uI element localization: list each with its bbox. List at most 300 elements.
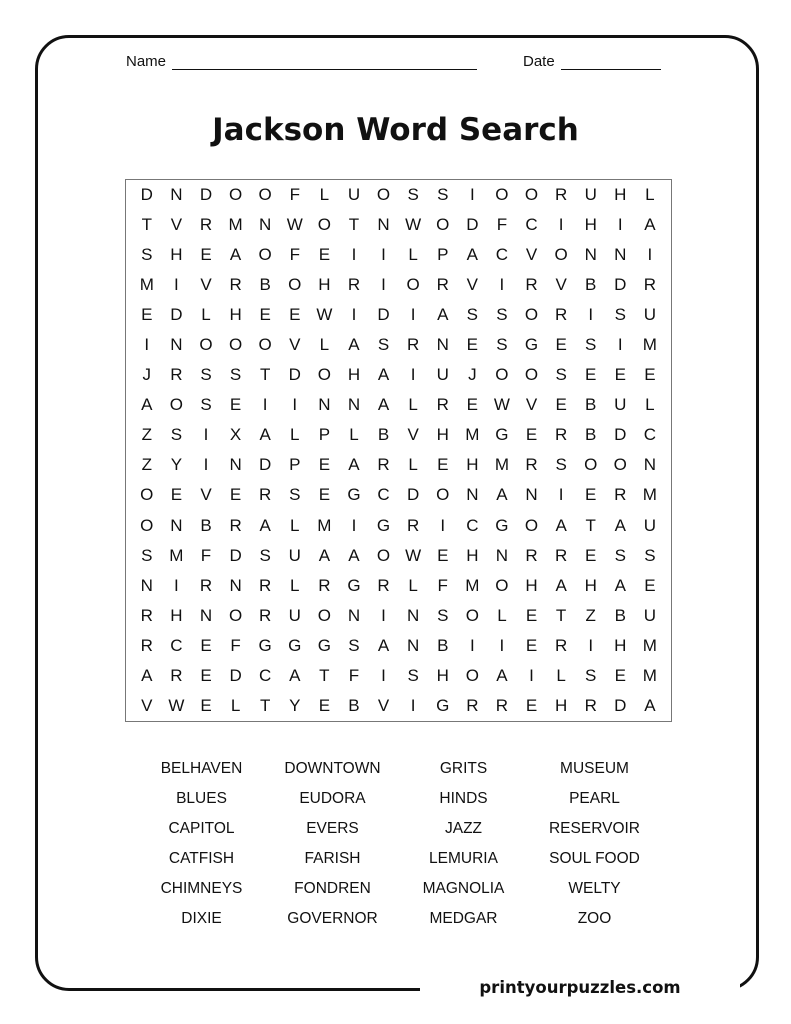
grid-letter[interactable]: T <box>555 605 567 625</box>
grid-letter[interactable]: A <box>141 665 153 685</box>
grid-letter[interactable]: O <box>317 605 331 625</box>
grid-letter[interactable]: E <box>437 455 449 475</box>
grid-letter[interactable]: I <box>499 635 505 655</box>
grid-letter[interactable]: E <box>318 485 331 505</box>
grid-letter[interactable]: C <box>643 425 657 445</box>
grid-letter[interactable]: R <box>259 575 272 595</box>
grid-letter[interactable]: E <box>318 695 331 715</box>
grid-letter[interactable]: O <box>524 185 539 205</box>
grid-letter[interactable]: H <box>347 365 361 385</box>
name-line[interactable] <box>172 55 477 70</box>
grid-letter[interactable]: A <box>318 545 331 565</box>
grid-letter[interactable]: H <box>170 245 183 265</box>
grid-letter[interactable]: N <box>347 395 361 415</box>
grid-letter[interactable]: O <box>495 185 509 205</box>
grid-letter[interactable]: V <box>555 275 567 295</box>
grid-letter[interactable]: Y <box>289 695 301 715</box>
grid-letter[interactable]: E <box>555 335 567 355</box>
grid-letter[interactable]: U <box>288 605 301 625</box>
grid-letter[interactable]: C <box>466 515 479 535</box>
grid-letter[interactable]: F <box>289 245 300 265</box>
grid-letter[interactable]: G <box>288 635 302 655</box>
grid-letter[interactable]: E <box>585 485 597 505</box>
grid-letter[interactable]: R <box>525 545 538 565</box>
grid-letter[interactable]: I <box>381 605 386 625</box>
grid-letter[interactable]: C <box>377 485 390 505</box>
grid-letter[interactable]: R <box>554 305 568 325</box>
grid-letter[interactable]: O <box>228 605 243 625</box>
grid-letter[interactable]: U <box>643 515 657 535</box>
grid-letter[interactable]: N <box>614 245 627 265</box>
grid-letter[interactable]: B <box>614 605 626 625</box>
grid-letter[interactable]: N <box>643 455 657 475</box>
grid-letter[interactable]: R <box>259 605 272 625</box>
grid-letter[interactable]: R <box>318 575 331 595</box>
grid-letter[interactable]: I <box>410 305 416 325</box>
grid-letter[interactable]: Z <box>141 455 152 475</box>
grid-letter[interactable]: D <box>614 695 627 715</box>
grid-letter[interactable]: J <box>468 365 477 385</box>
grid-letter[interactable]: E <box>555 395 567 415</box>
grid-letter[interactable]: I <box>617 215 623 235</box>
grid-letter[interactable]: E <box>318 455 331 475</box>
grid-letter[interactable]: R <box>436 395 449 415</box>
grid-letter[interactable]: H <box>525 575 538 595</box>
grid-letter[interactable]: S <box>496 335 508 355</box>
grid-letter[interactable]: S <box>644 545 656 565</box>
grid-letter[interactable]: X <box>229 425 242 445</box>
grid-letter[interactable]: E <box>289 305 301 325</box>
grid-letter[interactable]: I <box>351 515 357 535</box>
grid-letter[interactable]: I <box>203 425 209 445</box>
grid-letter[interactable]: W <box>405 215 422 235</box>
grid-letter[interactable]: R <box>199 215 213 235</box>
grid-letter[interactable]: O <box>495 575 509 595</box>
grid-letter[interactable]: D <box>466 215 479 235</box>
grid-letter[interactable]: R <box>554 425 568 445</box>
grid-letter[interactable]: O <box>436 485 450 505</box>
grid-letter[interactable]: D <box>199 185 213 205</box>
grid-letter[interactable]: G <box>495 515 509 535</box>
grid-letter[interactable]: E <box>200 245 212 265</box>
grid-letter[interactable]: O <box>495 365 509 385</box>
grid-letter[interactable]: I <box>469 635 475 655</box>
grid-letter[interactable]: E <box>466 335 478 355</box>
grid-letter[interactable]: M <box>642 665 657 685</box>
grid-letter[interactable]: R <box>525 455 538 475</box>
grid-letter[interactable]: M <box>494 455 509 475</box>
grid-letter[interactable]: O <box>613 455 627 475</box>
grid-letter[interactable]: N <box>199 605 213 625</box>
grid-letter[interactable]: S <box>200 395 212 415</box>
grid-letter[interactable]: O <box>376 185 391 205</box>
grid-letter[interactable]: O <box>228 185 243 205</box>
grid-letter[interactable]: L <box>408 575 418 595</box>
grid-letter[interactable]: A <box>259 515 271 535</box>
grid-letter[interactable]: N <box>407 635 420 655</box>
grid-letter[interactable]: D <box>288 365 301 385</box>
grid-letter[interactable]: M <box>169 545 184 565</box>
grid-letter[interactable]: A <box>614 575 626 595</box>
grid-letter[interactable]: I <box>381 665 386 685</box>
grid-letter[interactable]: I <box>144 335 150 355</box>
grid-letter[interactable]: V <box>200 485 212 505</box>
grid-letter[interactable]: S <box>555 455 567 475</box>
grid-letter[interactable]: S <box>614 545 626 565</box>
grid-letter[interactable]: G <box>347 485 361 505</box>
grid-letter[interactable]: A <box>644 695 656 715</box>
grid-letter[interactable]: U <box>436 365 449 385</box>
grid-letter[interactable]: T <box>585 515 596 535</box>
grid-letter[interactable]: W <box>168 695 185 715</box>
grid-letter[interactable]: A <box>289 665 301 685</box>
grid-letter[interactable]: O <box>465 665 479 685</box>
grid-letter[interactable]: A <box>377 365 390 385</box>
grid-letter[interactable]: V <box>141 695 153 715</box>
grid-letter[interactable]: N <box>436 335 449 355</box>
grid-letter[interactable]: F <box>230 635 241 655</box>
grid-letter[interactable]: I <box>351 305 357 325</box>
grid-letter[interactable]: U <box>643 605 657 625</box>
grid-letter[interactable]: G <box>524 335 539 355</box>
grid-letter[interactable]: N <box>466 485 479 505</box>
grid-letter[interactable]: V <box>407 425 419 445</box>
grid-letter[interactable]: H <box>614 635 627 655</box>
grid-letter[interactable]: F <box>437 575 448 595</box>
grid-letter[interactable]: R <box>554 635 568 655</box>
grid-letter[interactable]: B <box>200 515 212 535</box>
grid-letter[interactable]: R <box>347 275 361 295</box>
grid-letter[interactable]: U <box>347 185 361 205</box>
grid-letter[interactable]: A <box>348 455 360 475</box>
grid-letter[interactable]: R <box>140 605 153 625</box>
grid-letter[interactable]: E <box>229 485 242 505</box>
grid-letter[interactable]: B <box>585 395 597 415</box>
grid-letter[interactable]: A <box>466 245 478 265</box>
grid-letter[interactable]: T <box>259 695 271 715</box>
grid-letter[interactable]: E <box>466 395 478 415</box>
grid-letter[interactable]: S <box>585 335 597 355</box>
grid-letter[interactable]: N <box>377 215 390 235</box>
grid-letter[interactable]: O <box>258 185 272 205</box>
grid-letter[interactable]: O <box>288 275 302 295</box>
grid-letter[interactable]: L <box>408 245 418 265</box>
grid-letter[interactable]: O <box>140 515 154 535</box>
grid-letter[interactable]: I <box>558 215 564 235</box>
grid-letter[interactable]: V <box>525 245 538 265</box>
grid-letter[interactable]: R <box>554 185 568 205</box>
grid-letter[interactable]: S <box>614 305 626 325</box>
grid-letter[interactable]: L <box>645 185 655 205</box>
grid-letter[interactable]: E <box>644 365 656 385</box>
grid-letter[interactable]: E <box>614 665 626 685</box>
grid-letter[interactable]: O <box>554 245 568 265</box>
grid-letter[interactable]: U <box>643 305 657 325</box>
grid-letter[interactable]: W <box>493 395 510 415</box>
grid-letter[interactable]: A <box>644 215 656 235</box>
grid-letter[interactable]: B <box>585 425 597 445</box>
grid-letter[interactable]: S <box>229 365 242 385</box>
grid-letter[interactable]: G <box>258 635 272 655</box>
grid-letter[interactable]: N <box>495 545 509 565</box>
grid-letter[interactable]: S <box>496 305 508 325</box>
grid-letter[interactable]: H <box>170 605 183 625</box>
grid-letter[interactable]: L <box>319 185 330 205</box>
grid-letter[interactable]: V <box>200 275 212 295</box>
grid-letter[interactable]: R <box>377 455 390 475</box>
grid-letter[interactable]: I <box>469 185 475 205</box>
grid-letter[interactable]: M <box>465 425 480 445</box>
grid-letter[interactable]: G <box>495 425 509 445</box>
grid-letter[interactable]: V <box>466 275 478 295</box>
grid-letter[interactable]: S <box>555 365 567 385</box>
grid-letter[interactable]: D <box>170 305 183 325</box>
grid-letter[interactable]: A <box>437 305 449 325</box>
grid-letter[interactable]: O <box>317 215 331 235</box>
grid-letter[interactable]: P <box>289 455 301 475</box>
grid-letter[interactable]: H <box>466 545 479 565</box>
grid-letter[interactable]: O <box>140 485 154 505</box>
grid-letter[interactable]: R <box>199 575 213 595</box>
grid-letter[interactable]: S <box>141 545 153 565</box>
grid-letter[interactable]: E <box>200 665 212 685</box>
grid-letter[interactable]: U <box>614 395 627 415</box>
grid-letter[interactable]: L <box>408 455 418 475</box>
grid-letter[interactable]: O <box>169 395 183 415</box>
grid-letter[interactable]: E <box>525 695 538 715</box>
grid-letter[interactable]: E <box>644 575 656 595</box>
grid-letter[interactable]: R <box>229 515 242 535</box>
grid-letter[interactable]: R <box>495 695 509 715</box>
grid-letter[interactable]: L <box>290 575 300 595</box>
grid-letter[interactable]: H <box>614 185 627 205</box>
grid-letter[interactable]: U <box>288 545 301 565</box>
grid-letter[interactable]: M <box>317 515 332 535</box>
grid-letter[interactable]: I <box>440 515 446 535</box>
grid-letter[interactable]: F <box>200 545 212 565</box>
grid-letter[interactable]: S <box>348 635 360 655</box>
grid-letter[interactable]: A <box>348 545 360 565</box>
grid-letter[interactable]: A <box>348 335 360 355</box>
grid-letter[interactable]: O <box>406 275 420 295</box>
grid-letter[interactable]: R <box>140 635 153 655</box>
grid-letter[interactable]: I <box>351 245 357 265</box>
grid-letter[interactable]: A <box>496 665 508 685</box>
grid-letter[interactable]: D <box>259 455 272 475</box>
grid-letter[interactable]: F <box>348 665 360 685</box>
grid-letter[interactable]: I <box>588 305 594 325</box>
grid-letter[interactable]: S <box>585 665 597 685</box>
grid-letter[interactable]: O <box>258 335 272 355</box>
grid-letter[interactable]: O <box>199 335 213 355</box>
grid-letter[interactable]: O <box>228 335 243 355</box>
grid-letter[interactable]: I <box>647 245 653 265</box>
grid-letter[interactable]: N <box>229 455 242 475</box>
grid-letter[interactable]: A <box>496 485 508 505</box>
grid-letter[interactable]: C <box>259 665 272 685</box>
grid-letter[interactable]: G <box>317 635 331 655</box>
grid-letter[interactable]: H <box>318 275 331 295</box>
grid-letter[interactable]: C <box>495 245 509 265</box>
grid-letter[interactable]: D <box>614 425 627 445</box>
grid-letter[interactable]: H <box>229 305 242 325</box>
grid-letter[interactable]: O <box>317 365 331 385</box>
grid-letter[interactable]: R <box>554 545 568 565</box>
grid-letter[interactable]: O <box>584 455 598 475</box>
grid-letter[interactable]: N <box>525 485 538 505</box>
grid-letter[interactable]: C <box>170 635 183 655</box>
grid-letter[interactable]: D <box>140 185 153 205</box>
grid-letter[interactable]: E <box>200 695 212 715</box>
grid-letter[interactable]: E <box>200 635 212 655</box>
grid-letter[interactable]: N <box>584 245 597 265</box>
grid-letter[interactable]: R <box>643 275 657 295</box>
grid-letter[interactable]: A <box>259 425 271 445</box>
grid-letter[interactable]: Z <box>141 425 152 445</box>
grid-letter[interactable]: M <box>642 485 657 505</box>
grid-letter[interactable]: T <box>259 365 271 385</box>
grid-letter[interactable]: L <box>349 425 359 445</box>
grid-letter[interactable]: M <box>465 575 480 595</box>
grid-letter[interactable]: H <box>436 665 449 685</box>
grid-letter[interactable]: W <box>316 305 333 325</box>
grid-letter[interactable]: B <box>585 275 597 295</box>
grid-letter[interactable]: R <box>170 665 183 685</box>
grid-letter[interactable]: E <box>318 245 331 265</box>
grid-letter[interactable]: W <box>405 545 422 565</box>
grid-letter[interactable]: P <box>318 425 331 445</box>
grid-letter[interactable]: L <box>497 605 507 625</box>
grid-letter[interactable]: Z <box>585 605 596 625</box>
grid-letter[interactable]: D <box>407 485 420 505</box>
grid-letter[interactable]: L <box>408 395 418 415</box>
grid-letter[interactable]: I <box>529 665 534 685</box>
grid-letter[interactable]: T <box>319 665 330 685</box>
grid-letter[interactable]: G <box>436 695 450 715</box>
grid-letter[interactable]: A <box>141 395 153 415</box>
grid-letter[interactable]: L <box>290 425 300 445</box>
grid-letter[interactable]: O <box>524 365 539 385</box>
grid-letter[interactable]: O <box>258 245 272 265</box>
grid-letter[interactable]: N <box>318 395 331 415</box>
grid-letter[interactable]: A <box>229 245 242 265</box>
grid-letter[interactable]: J <box>142 365 152 385</box>
grid-letter[interactable]: L <box>201 305 211 325</box>
grid-letter[interactable]: I <box>499 275 505 295</box>
grid-letter[interactable]: S <box>200 365 212 385</box>
grid-letter[interactable]: R <box>525 275 538 295</box>
grid-letter[interactable]: H <box>466 455 479 475</box>
grid-letter[interactable]: E <box>585 545 597 565</box>
grid-letter[interactable]: S <box>377 335 390 355</box>
grid-letter[interactable]: E <box>141 305 153 325</box>
grid-letter[interactable]: I <box>588 635 594 655</box>
grid-letter[interactable]: I <box>617 335 623 355</box>
grid-letter[interactable]: S <box>466 305 478 325</box>
grid-letter[interactable]: E <box>525 635 538 655</box>
grid-letter[interactable]: L <box>230 695 241 715</box>
grid-letter[interactable]: V <box>525 395 538 415</box>
grid-letter[interactable]: I <box>381 275 386 295</box>
grid-letter[interactable]: E <box>585 365 597 385</box>
grid-letter[interactable]: D <box>229 545 242 565</box>
grid-letter[interactable]: M <box>642 635 657 655</box>
grid-letter[interactable]: R <box>377 575 390 595</box>
grid-letter[interactable]: Y <box>170 455 183 475</box>
grid-letter[interactable]: R <box>229 275 242 295</box>
grid-letter[interactable]: A <box>377 635 390 655</box>
grid-letter[interactable]: I <box>410 365 416 385</box>
grid-letter[interactable]: S <box>407 185 419 205</box>
date-field[interactable] <box>523 53 661 70</box>
grid-letter[interactable]: W <box>286 215 303 235</box>
grid-letter[interactable]: R <box>584 695 597 715</box>
grid-letter[interactable]: B <box>259 275 271 295</box>
grid-letter[interactable]: N <box>229 575 242 595</box>
grid-letter[interactable]: N <box>170 185 183 205</box>
grid-letter[interactable]: I <box>381 245 386 265</box>
grid-letter[interactable]: S <box>259 545 271 565</box>
grid-letter[interactable]: D <box>229 665 242 685</box>
grid-letter[interactable]: P <box>437 245 449 265</box>
grid-letter[interactable]: H <box>584 575 597 595</box>
grid-letter[interactable]: S <box>407 665 419 685</box>
grid-letter[interactable]: F <box>496 215 508 235</box>
grid-letter[interactable]: E <box>437 545 449 565</box>
grid-letter[interactable]: R <box>436 275 449 295</box>
grid-letter[interactable]: N <box>170 515 183 535</box>
grid-letter[interactable]: M <box>642 335 657 355</box>
grid-letter[interactable]: G <box>347 575 361 595</box>
grid-letter[interactable]: E <box>229 395 242 415</box>
grid-letter[interactable]: N <box>407 605 420 625</box>
grid-letter[interactable]: H <box>554 695 568 715</box>
grid-letter[interactable]: R <box>170 365 183 385</box>
grid-letter[interactable]: E <box>525 425 538 445</box>
grid-letter[interactable]: D <box>614 275 627 295</box>
grid-letter[interactable]: S <box>170 425 183 445</box>
grid-letter[interactable]: A <box>555 575 567 595</box>
grid-letter[interactable]: R <box>407 335 420 355</box>
grid-letter[interactable]: D <box>377 305 390 325</box>
grid-letter[interactable]: S <box>437 605 449 625</box>
grid-letter[interactable]: V <box>289 335 301 355</box>
grid-letter[interactable]: L <box>290 515 300 535</box>
grid-letter[interactable]: E <box>614 365 626 385</box>
grid-letter[interactable]: G <box>376 515 391 535</box>
grid-letter[interactable]: V <box>377 695 390 715</box>
grid-letter[interactable]: N <box>347 605 361 625</box>
grid-letter[interactable]: F <box>289 185 300 205</box>
grid-letter[interactable]: B <box>437 635 449 655</box>
grid-letter[interactable]: H <box>436 425 449 445</box>
grid-letter[interactable]: O <box>465 605 479 625</box>
date-line[interactable] <box>561 55 661 70</box>
grid-letter[interactable]: A <box>614 515 626 535</box>
grid-letter[interactable]: V <box>170 215 183 235</box>
grid-letter[interactable]: S <box>437 185 449 205</box>
grid-letter[interactable]: L <box>645 395 655 415</box>
name-field[interactable] <box>126 53 477 70</box>
grid-letter[interactable]: S <box>289 485 301 505</box>
grid-letter[interactable]: N <box>259 215 272 235</box>
grid-letter[interactable]: S <box>141 245 153 265</box>
grid-letter[interactable]: O <box>436 215 450 235</box>
grid-letter[interactable]: L <box>319 335 330 355</box>
grid-letter[interactable]: I <box>174 575 179 595</box>
grid-letter[interactable]: C <box>525 215 538 235</box>
grid-letter[interactable]: A <box>555 515 567 535</box>
